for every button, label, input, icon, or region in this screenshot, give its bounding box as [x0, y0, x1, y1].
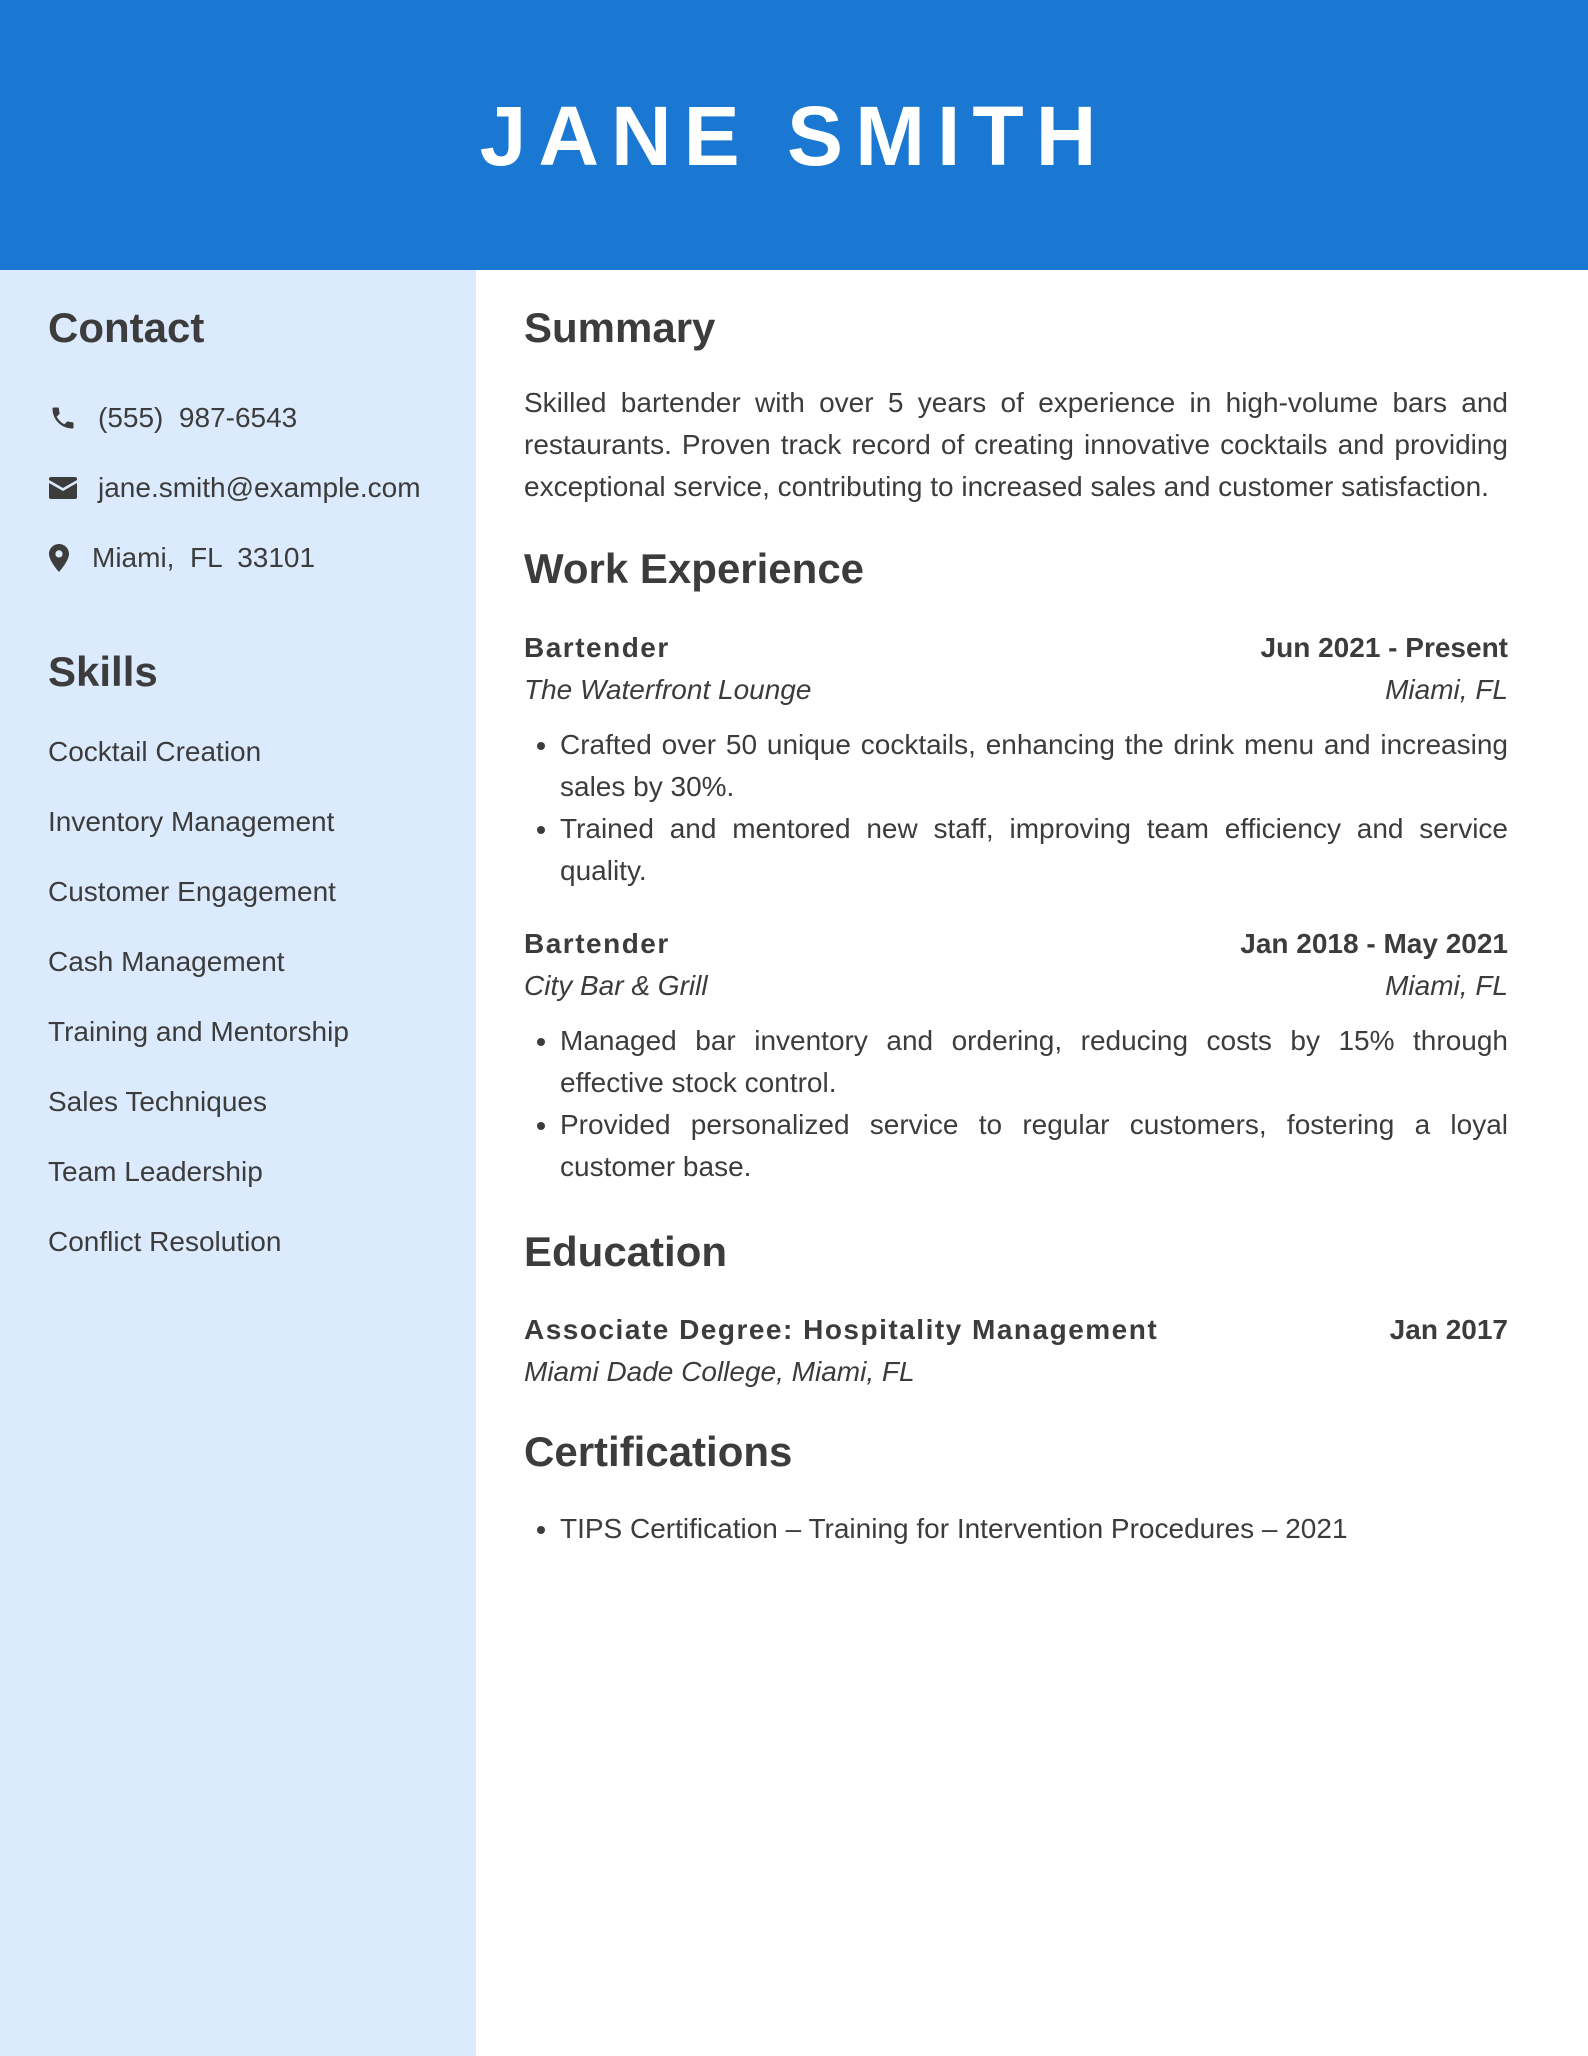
skill-item: Inventory Management [48, 806, 335, 837]
map-pin-icon [48, 543, 70, 573]
school: Miami Dade College, Miami, FL [524, 1356, 915, 1387]
summary-heading: Summary [524, 304, 716, 351]
job-dates: Jan 2018 - May 2021 [1240, 928, 1508, 959]
work-experience-heading: Work Experience [524, 545, 865, 592]
job-bullet: • Provided personalized service to regular customers, fostering a loyal customer base. [560, 1104, 1508, 1188]
skill-item: Cash Management [48, 946, 285, 977]
envelope-icon [48, 473, 78, 503]
job-bullet: • Crafted over 50 unique cocktails, enhancing the drink menu and increasing sales by 30%. [560, 724, 1508, 808]
job-bullets [524, 724, 1508, 892]
job-header [524, 924, 1508, 964]
skill-item: Customer Engagement [48, 876, 336, 907]
candidate-name: JANE SMITH [479, 89, 1109, 183]
job-company: City Bar & Grill [524, 970, 708, 1001]
education-date: Jan 2017 [1389, 1314, 1508, 1345]
skill-item: Sales Techniques [48, 1086, 267, 1117]
job-location: Miami, FL [1385, 970, 1508, 1001]
job-bullets [524, 1020, 1508, 1188]
skill-item: Training and Mentorship [48, 1016, 349, 1047]
contact-location [48, 538, 315, 578]
contact-email [48, 468, 421, 508]
certifications-list [524, 1508, 1508, 1550]
job-location: Miami, FL [1385, 674, 1508, 705]
education-heading: Education [524, 1228, 728, 1275]
summary-text: Skilled bartender with over 5 years of experience in high-volume bars and restaurants. Proven track record of creating innovative cocktails and providing exceptional service, contributing to increased sales and customer satisfaction. [524, 387, 1508, 502]
job-role: Bartender [524, 928, 670, 959]
contact-heading: Contact [48, 304, 205, 351]
contact-phone [48, 398, 297, 438]
job-bullet: • Trained and mentored new staff, improving team efficiency and service quality. [560, 808, 1508, 892]
job-company: The Waterfront Lounge [524, 674, 812, 705]
skill-item: Team Leadership [48, 1156, 263, 1187]
job-role: Bartender [524, 632, 670, 663]
job-subheader [524, 670, 1508, 710]
skills-heading: Skills [48, 648, 158, 695]
education-subheader [524, 1352, 1508, 1392]
certification-item: • TIPS Certification – Training for Intervention Procedures – 2021 [560, 1508, 1508, 1550]
phone-number: (555) 987-6543 [98, 402, 298, 433]
location-text: Miami, FL 33101 [92, 542, 316, 573]
skill-item: Cocktail Creation [48, 736, 262, 767]
job-header [524, 628, 1508, 668]
header-banner [0, 0, 1588, 270]
certifications-heading: Certifications [524, 1428, 793, 1475]
education-header [524, 1310, 1508, 1350]
phone-icon [48, 403, 78, 433]
skill-item: Conflict Resolution [48, 1226, 282, 1257]
degree: Associate Degree: Hospitality Management [524, 1314, 1159, 1345]
job-dates: Jun 2021 - Present [1260, 632, 1508, 663]
job-subheader [524, 966, 1508, 1006]
job-bullet: • Managed bar inventory and ordering, reducing costs by 15% through effective stock control. [560, 1020, 1508, 1104]
email-address: jane.smith@example.com [98, 472, 421, 503]
